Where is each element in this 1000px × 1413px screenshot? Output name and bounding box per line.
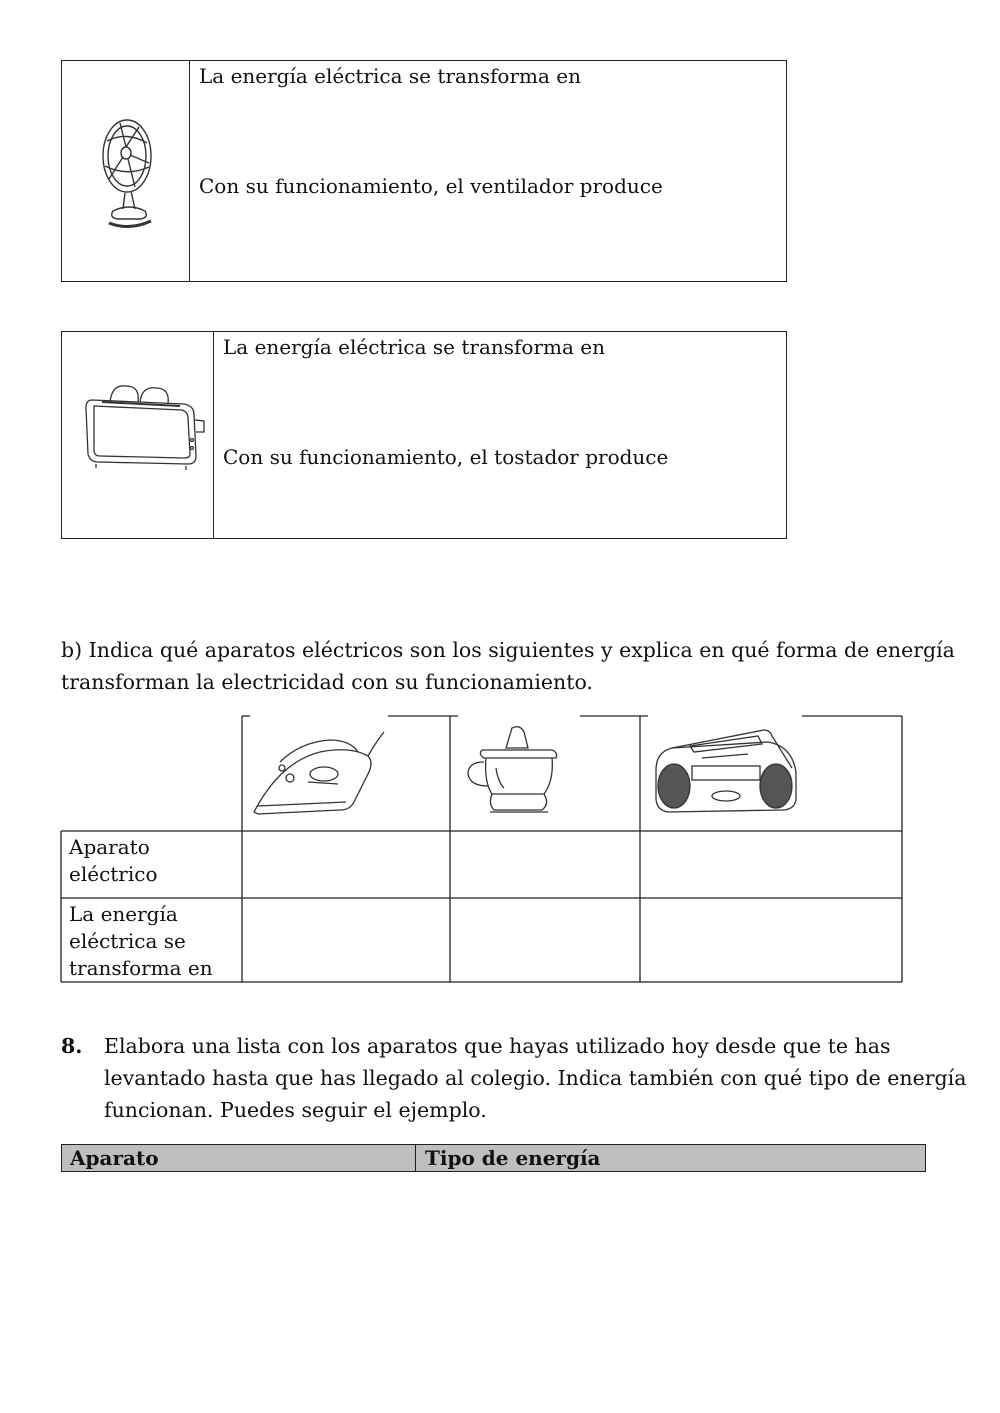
iron-icon bbox=[250, 722, 390, 822]
fan-line-1: La energía eléctrica se transforma en bbox=[199, 64, 581, 88]
row-label-energia-2: eléctrica se bbox=[69, 929, 186, 953]
fan-box bbox=[61, 60, 787, 282]
list-table-col-aparato: Aparato bbox=[70, 1146, 159, 1170]
row-label-aparato bbox=[69, 834, 158, 888]
list-table-col-tipo: Tipo de energía bbox=[425, 1146, 601, 1170]
toaster-line-1: La energía eléctrica se transforma en bbox=[223, 335, 605, 359]
section-b-line-1: b) Indica qué aparatos eléctricos son los siguientes y explica en qué forma de energía bbox=[61, 638, 955, 662]
question-8-line-3: funcionan. Puedes seguir el ejemplo. bbox=[104, 1098, 487, 1122]
row-label-energia-3: transforma en bbox=[69, 956, 213, 980]
juicer-icon bbox=[462, 722, 572, 822]
toaster-box-divider bbox=[213, 332, 214, 538]
radio-icon bbox=[652, 722, 802, 822]
question-8-number: 8. bbox=[61, 1034, 83, 1058]
list-table-col-divider bbox=[415, 1145, 416, 1171]
row-label-energia-1: La energía bbox=[69, 902, 178, 926]
row-label-aparato-1: Aparato bbox=[69, 835, 150, 859]
row-label-aparato-2: eléctrico bbox=[69, 862, 158, 886]
list-table-header bbox=[61, 1144, 926, 1172]
question-8-line-2: levantado hasta que has llegado al colegio. Indica también con qué tipo de energía bbox=[104, 1066, 967, 1090]
toaster-icon bbox=[82, 380, 212, 470]
toaster-box bbox=[61, 331, 787, 539]
section-b-line-2: transforman la electricidad con su funcionamiento. bbox=[61, 670, 593, 694]
toaster-line-2: Con su funcionamiento, el tostador produce bbox=[223, 445, 669, 469]
fan-line-2: Con su funcionamiento, el ventilador produce bbox=[199, 174, 663, 198]
fan-box-divider bbox=[189, 61, 190, 281]
row-label-energia bbox=[69, 901, 213, 982]
question-8-line-1: Elabora una lista con los aparatos que hayas utilizado hoy desde que te has bbox=[104, 1034, 891, 1058]
fan-icon bbox=[95, 111, 165, 231]
